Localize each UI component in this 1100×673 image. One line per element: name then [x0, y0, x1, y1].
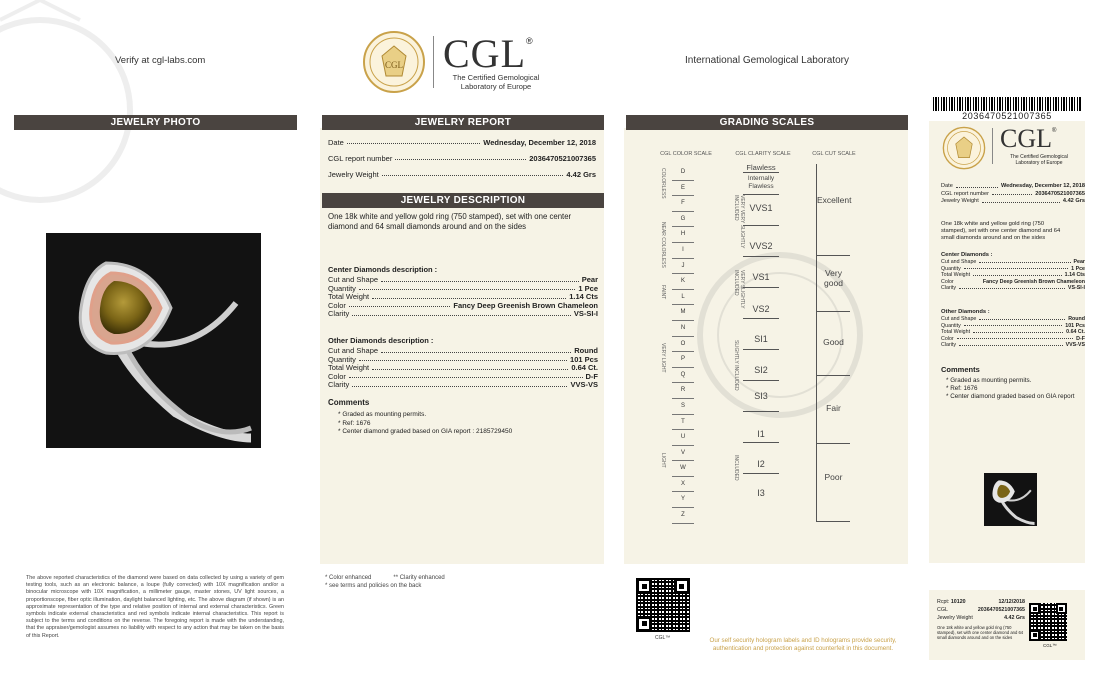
cut-grade: Excellent: [817, 164, 850, 256]
color-grade: S: [672, 399, 694, 415]
clarity-grade: Flawless: [743, 164, 779, 173]
cut-grade: Poor: [817, 444, 850, 522]
disclaimer-text: The above reported characteristics of the diamond were based on data collected by using a variety of gem testing tools, such as an electronic balance, a loupe (fully corrected) with 10X magnification and/or a binocular microscope with 10X magnification, a millimeter gauge, master stones, UV light sources, a proportionscope, fiber optic illumination, daylight balanced lighting, etc. The above diagram (if shown) is an approximate representation of the type and relative position of internal and external characteristics. Green symbols indicate external characteristics and red symbols indicate internal characteristics. This report is subject to the terms and conditions on the reverse. The foregoing report is made with the understanding, that the appraiser/gemologist assumes no liability with respect to any action that may be taken on the basis of this Report.: [26, 575, 284, 639]
clarity-grade: VVS1: [743, 195, 779, 226]
card-center-diamonds: Center Diamonds : Cut and Shape Pear Quantity 1 Pce Total Weight 1.14 Cts Color Fancy Deep Greenish Brown Chameleon Clarity VS-SI-I: [941, 252, 1085, 292]
qr-label: CGL™: [655, 635, 671, 641]
card-thumbnail: [984, 473, 1037, 526]
color-grade: E: [672, 181, 694, 197]
mini-qr-label: CGL™: [1043, 643, 1057, 648]
barcode-icon: [933, 97, 1081, 111]
color-grade: R: [672, 383, 694, 399]
color-grade: O: [672, 337, 694, 353]
color-grade: V: [672, 446, 694, 462]
card-description: One 18k white and yellow gold ring (750 stamped), set with one center diamond and 64 small diamonds around and on the sides: [941, 221, 1061, 241]
color-grade: F: [672, 196, 694, 212]
color-grade: G: [672, 212, 694, 228]
logo-subtitle: The Certified Gemological Laboratory of Europe: [452, 73, 540, 91]
color-group-faint: FAINT: [660, 285, 666, 300]
color-group-near-colorless: NEAR COLORLESS: [660, 222, 666, 268]
clarity-grade: VS1: [743, 257, 779, 288]
jewelry-description: One 18k white and yellow gold ring (750 stamped), set with one center diamond and 64 small diamonds around and on the sides: [328, 212, 572, 231]
cgl-seal-icon: [362, 30, 426, 94]
card-other-diamonds: Other Diamonds : Cut and Shape Round Quantity 101 Pcs Total Weight 0.64 Ct. Color D-F Clarity VVS-VS: [941, 309, 1085, 349]
jewelry-photo-header: JEWELRY PHOTO: [14, 115, 297, 130]
jewelry-photo: [46, 233, 261, 448]
color-grade: N: [672, 321, 694, 337]
clarity-grade: VS2: [743, 288, 779, 319]
mini-qr-code-icon: [1029, 603, 1067, 641]
clarity-scale-label: CGL CLARITY SCALE: [735, 151, 791, 157]
jewelry-report-header: JEWELRY REPORT: [322, 115, 604, 130]
color-group-light: LIGHT: [660, 453, 666, 468]
report-meta: Date Wednesday, December 12, 2018 CGL report number 2036470521007365 Jewelry Weight 4.42 Grs: [328, 138, 596, 179]
clarity-grade: I2: [743, 443, 779, 474]
color-group-very-light: VERY LIGHT: [660, 343, 666, 373]
color-grade: D: [672, 165, 694, 181]
color-grade: Z: [672, 508, 694, 524]
clarity-grade: VVS2: [743, 226, 779, 257]
clarity-grade: SI1: [743, 319, 779, 350]
color-scale-label: CGL COLOR SCALE: [660, 151, 712, 157]
color-grade: Y: [672, 492, 694, 508]
hologram-note: Our self security hologram labels and ID holograms provide security, authentication and protection against counterfeit in this document.: [709, 637, 897, 652]
clarity-grade: SI2: [743, 350, 779, 381]
clarity-grade: Internally Flawless: [743, 173, 779, 195]
color-grade: M: [672, 305, 694, 321]
lab-name: International Gemological Laboratory: [685, 55, 849, 66]
color-grade: H: [672, 227, 694, 243]
color-grade: I: [672, 243, 694, 259]
cgl-logo: CGL®: [443, 31, 533, 76]
color-grade: X: [672, 477, 694, 493]
color-group-colorless: COLORLESS: [660, 168, 666, 199]
color-grade: L: [672, 290, 694, 306]
comments: Comments * Graded as mounting permits. * Ref: 1676 * Center diamond graded based on GIA report : 2185729450: [328, 398, 513, 435]
watermark-seal-icon: [0, 0, 150, 210]
card-logo: CGL®: [1000, 124, 1057, 153]
color-grade: P: [672, 352, 694, 368]
card-meta: Date Wednesday, December 12, 2018 CGL report number 2036470521007365 Jewelry Weight 4.42 Grs: [941, 183, 1085, 204]
mini-receipt-text: Rcpt: 10120 12/12/2018 CGL 2036470521007365 Jewelry Weight 4.42 Grs One 18k white and yellow gold ring (750 stamped), set with one center diamond and 64 small diamonds around and on the sides: [937, 599, 1025, 641]
color-grade: J: [672, 259, 694, 275]
clarity-group-vvsi: VERY VERY SLIGHTLY INCLUDED: [733, 195, 745, 249]
clarity-scale: [743, 164, 779, 505]
clarity-grade: I3: [757, 488, 765, 498]
clarity-grade: I1: [743, 412, 779, 443]
color-grade: W: [672, 461, 694, 477]
card-logo-subtitle: The Certified Gemological Laboratory of Europe: [1010, 154, 1068, 166]
clarity-group-si: SLIGHTLY INCLUDED: [733, 340, 739, 391]
clarity-group-vsi: VERY SLIGHTLY INCLUDED: [733, 270, 745, 309]
cut-scale-label: CGL CUT SCALE: [812, 151, 856, 157]
verify-text: Verify at cgl-labs.com: [115, 55, 206, 66]
qr-code-icon: [636, 578, 690, 632]
cut-grade: Very good: [817, 256, 850, 312]
grading-scales-header: GRADING SCALES: [626, 115, 908, 130]
color-scale-letters: [672, 165, 694, 524]
other-diamonds: Other Diamonds description : Cut and Shape Round Quantity 101 Pcs Total Weight 0.64 Ct. Color D-F Clarity VVS-VS: [328, 336, 598, 389]
cut-scale: [816, 164, 850, 522]
color-grade: U: [672, 430, 694, 446]
cut-grade: Fair: [817, 376, 850, 444]
card-comments: Comments * Graded as mounting permits. * Ref: 1676 * Center diamond graded based on GIA report: [941, 365, 1075, 400]
svg-text:CGL: CGL: [385, 60, 403, 70]
jewelry-description-header: JEWELRY DESCRIPTION: [322, 193, 604, 208]
barcode-number: 2036470521007365: [962, 111, 1052, 121]
color-grade: T: [672, 415, 694, 431]
footnotes: * Color enhanced ** Clarity enhanced * see terms and policies on the back: [325, 575, 445, 589]
color-grade: K: [672, 274, 694, 290]
center-diamonds: Center Diamonds description : Cut and Shape Pear Quantity 1 Pce Total Weight 1.14 Cts Color Fancy Deep Greenish Brown Chameleon Clarity VS-SI-I: [328, 265, 598, 318]
cut-grade: Good: [817, 312, 850, 376]
clarity-group-i: INCLUDED: [733, 455, 739, 481]
clarity-grade: SI3: [743, 381, 779, 412]
color-grade: Q: [672, 368, 694, 384]
card-seal-icon: [942, 126, 986, 170]
